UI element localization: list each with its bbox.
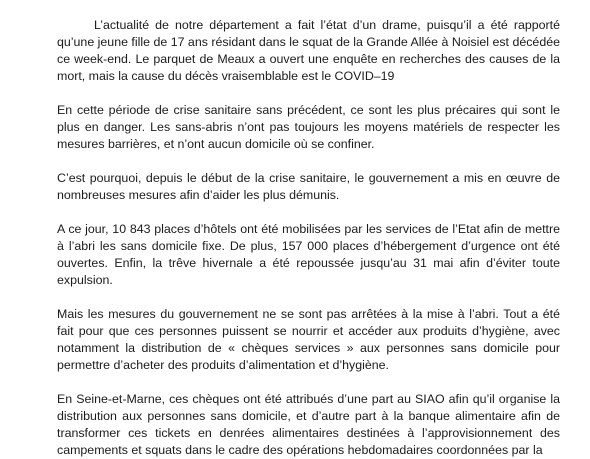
paragraph-4: A ce jour, 10 843 places d’hôtels ont été mobilisées par les services de l’Etat afin de mettre à l’abri les sans domicile fixe. De plus, 157 000 places d’hébergement d’urgence ont été ouvertes. Enfin, la trêve hivernale a été repoussée jusqu’au 31 mai afin d’éviter toute expulsion. xyxy=(57,222,560,287)
paragraph-1: L’actualité de notre département a fait l’état d’un drame, puisqu’il a été rapporté qu’une jeune fille de 17 ans résidant dans le squat de la Grande Allée à Noisiel est décédée ce week-end. Le parquet de Meaux a ouvert une enquête en recherches des causes de la mort, mais la cause du décès vraisemblable est le COVID–19 xyxy=(57,18,560,83)
paragraph-3: C’est pourquoi, depuis le début de la crise sanitaire, le gouvernement a mis en œuvre de nombreuses mesures afin d’aider les plus démunis. xyxy=(57,171,560,202)
paragraph-2: En cette période de crise sanitaire sans précédent, ce sont les plus précaires qui sont le plus en danger. Les sans-abris n’ont pas toujours les moyens matériels de respecter les mesures barrières, et n’ont aucun domicile où se confiner. xyxy=(57,103,560,151)
paragraph-6: En Seine-et-Marne, ces chèques ont été attribués d’une part au SIAO afin qu’il organise la distribution aux personnes sans domicile, et d’autre part à la banque alimentaire afin de transformer ces tickets en denrées alimentaires destinées à l’approvisionnement des campements et squats dans le cadre des opérations hebdomadaires coordonnées par la xyxy=(57,392,560,457)
paragraph-5: Mais les mesures du gouvernement ne se sont pas arrêtées à la mise à l’abri. Tout a été fait pour que ces personnes puissent se nourrir et accéder aux produits d’hygiène, avec notamment la distribution de « chèques services » aux personnes sans domicile pour permettre d’acheter des produits d’alimentation et d’hygiène. xyxy=(57,307,560,372)
